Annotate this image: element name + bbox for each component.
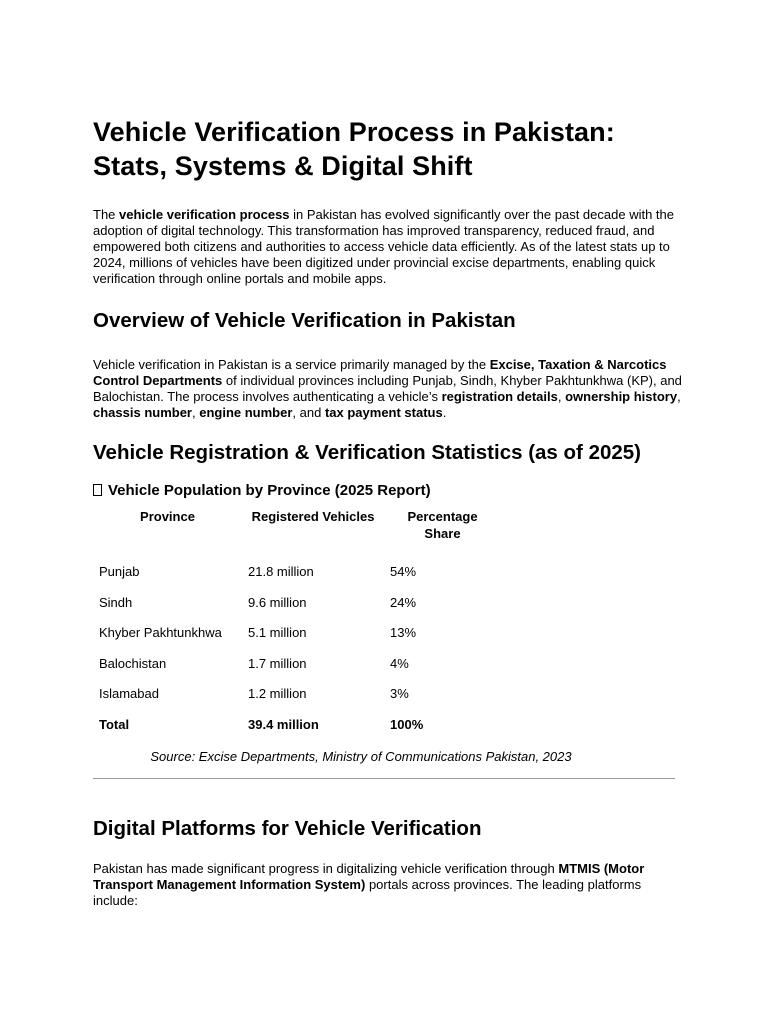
digital-text-2: portals across provinces. The leading platforms include: bbox=[93, 877, 642, 908]
vehicles-cell: 9.6 million bbox=[248, 594, 307, 610]
share-cell: 4% bbox=[390, 655, 409, 671]
overview-bold-3: ownership history bbox=[565, 389, 678, 404]
vehicles-cell: 5.1 million bbox=[248, 625, 307, 640]
overview-text-3: , bbox=[557, 389, 566, 404]
table-row bbox=[93, 625, 501, 656]
table-total-row bbox=[93, 717, 501, 748]
share-cell: 13% bbox=[390, 625, 417, 640]
share-cell: 24% bbox=[390, 594, 417, 610]
overview-text-4: , bbox=[677, 389, 681, 404]
digital-text-1: Pakistan has made significant progress in digitalizing vehicle verification through bbox=[93, 861, 559, 876]
table-title bbox=[93, 482, 683, 500]
column-header-registered: Registered Vehicles bbox=[251, 509, 375, 524]
stats-heading: Vehicle Registration & Verification Statistics (as of 2025) bbox=[93, 441, 641, 464]
share-cell: 54% bbox=[390, 564, 417, 579]
total-share-cell: 100% bbox=[390, 716, 424, 732]
digital-paragraph bbox=[93, 861, 683, 909]
province-cell: Islamabad bbox=[99, 686, 159, 701]
total-vehicles-cell: 39.4 million bbox=[248, 716, 319, 732]
vehicles-cell: 21.8 million bbox=[248, 564, 314, 579]
table-source-caption: Source: Excise Departments, Ministry of Communications Pakistan, 2023 bbox=[150, 749, 572, 764]
total-label-cell: Total bbox=[99, 716, 130, 732]
table-row bbox=[93, 656, 501, 687]
box-icon bbox=[93, 484, 102, 496]
overview-paragraph bbox=[93, 357, 683, 421]
overview-text-7: . bbox=[442, 405, 447, 420]
intro-text-2: in Pakistan has evolved significantly over the past decade with the adoption of digital technology. This transformation has improved transparency, reduced fraud, and empowered both citizens and authorities to access vehicle data efficiently. As of the latest stats up to 2024, millions of vehicles have been digitized under provincial excise departments, enabling quick verification through online portals and mobile apps. bbox=[93, 207, 674, 286]
province-cell: Sindh bbox=[99, 594, 133, 610]
share-cell: 3% bbox=[390, 686, 409, 701]
overview-text-6: , and bbox=[292, 405, 325, 420]
table-row bbox=[93, 686, 501, 717]
overview-text-2: of individual provinces including Punjab, Sindh, Khyber Pakhtunkhwa (KP), and Balochistan. The process involves authenticating a vehicle’s bbox=[93, 373, 682, 404]
table-header-row bbox=[93, 508, 501, 564]
overview-bold-5: engine number bbox=[199, 405, 293, 420]
column-header-province: Province bbox=[140, 509, 195, 524]
province-cell: Balochistan bbox=[99, 655, 167, 671]
digital-heading: Digital Platforms for Vehicle Verification bbox=[93, 817, 482, 840]
province-cell: Punjab bbox=[99, 564, 140, 579]
intro-bold-text: vehicle verification process bbox=[119, 207, 290, 222]
overview-text-5: , bbox=[192, 405, 200, 420]
column-header-percentage: Percentage Share bbox=[407, 509, 478, 541]
intro-paragraph bbox=[93, 207, 683, 287]
overview-heading: Overview of Vehicle Verification in Pakistan bbox=[93, 309, 516, 332]
overview-bold-1: Excise, Taxation & Narcotics Control Departments bbox=[93, 357, 667, 388]
table-row bbox=[93, 595, 501, 626]
intro-text-1: The bbox=[93, 207, 120, 222]
page-title: Vehicle Verification Process in Pakistan: Stats, Systems & Digital Shift bbox=[93, 117, 615, 181]
overview-bold-2: registration details bbox=[441, 389, 558, 404]
vehicles-cell: 1.7 million bbox=[248, 655, 307, 671]
document-page bbox=[93, 115, 683, 909]
overview-text-1: Vehicle verification in Pakistan is a service primarily managed by the bbox=[93, 357, 490, 372]
table-title-text: Vehicle Population by Province (2025 Report) bbox=[108, 482, 431, 499]
digital-bold-1: MTMIS (Motor Transport Management Information System) bbox=[93, 861, 645, 892]
section-divider bbox=[93, 778, 675, 779]
overview-bold-4: chassis number bbox=[93, 405, 192, 420]
province-table bbox=[93, 508, 501, 747]
table-row bbox=[93, 564, 501, 595]
overview-bold-6: tax payment status bbox=[324, 405, 443, 420]
province-cell: Khyber Pakhtunkhwa bbox=[99, 625, 222, 640]
vehicles-cell: 1.2 million bbox=[248, 686, 307, 701]
